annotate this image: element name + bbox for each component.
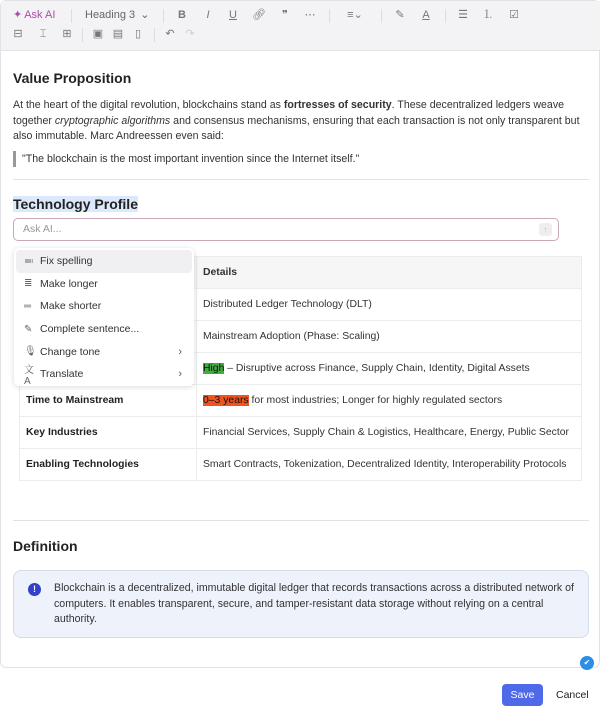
divider bbox=[13, 520, 589, 521]
section-heading: Definition bbox=[13, 538, 78, 554]
link-icon[interactable]: 🔗︎ bbox=[252, 9, 266, 21]
bold-icon[interactable]: B bbox=[178, 9, 186, 21]
menu-item-make-shorter[interactable]: ═ Make shorter bbox=[24, 300, 102, 313]
table-row: Time to Mainstream 0–3 years for most industries; Longer for highly regulated sectors bbox=[20, 385, 582, 417]
microphone-icon: 🎙︎ bbox=[24, 346, 37, 358]
divider bbox=[154, 28, 155, 42]
redo-icon[interactable]: ↷ bbox=[185, 28, 195, 40]
toolbar bbox=[1, 1, 600, 51]
italic-icon[interactable]: I bbox=[206, 9, 210, 21]
cancel-button[interactable]: Cancel bbox=[556, 689, 589, 701]
horizontal-rule-icon[interactable]: ⊟ bbox=[13, 28, 23, 40]
info-icon: ! bbox=[28, 583, 41, 596]
text-short-icon: ═ bbox=[24, 300, 32, 312]
underline-icon[interactable]: U bbox=[229, 9, 237, 21]
more-icon[interactable]: ⋯ bbox=[304, 9, 316, 21]
menu-item-translate[interactable]: 文A Translate › bbox=[16, 363, 192, 386]
section-heading: Value Proposition bbox=[13, 70, 132, 86]
checkmark-icon[interactable]: ✔ bbox=[580, 656, 594, 670]
heading-select[interactable]: Heading 3 ⌄ bbox=[85, 8, 150, 21]
numbered-list-icon[interactable]: ⒈ bbox=[482, 9, 494, 21]
blockquote: "The blockchain is the most important invention since the Internet itself." bbox=[13, 151, 359, 167]
text-color-icon[interactable]: A bbox=[422, 9, 430, 21]
image-icon[interactable]: ▣ bbox=[92, 28, 104, 40]
sparkle-icon: ✦ bbox=[13, 9, 23, 21]
chevron-right-icon: › bbox=[178, 368, 182, 381]
chevron-down-icon: ⌄ bbox=[137, 9, 150, 21]
divider bbox=[71, 9, 72, 23]
pencil-icon: ✎ bbox=[24, 323, 33, 335]
table-header-row: Details bbox=[20, 257, 582, 289]
page-break-icon[interactable]: ⌶ bbox=[39, 28, 47, 40]
send-arrow-icon[interactable]: ↑ bbox=[539, 223, 552, 236]
bullet-list-icon[interactable]: ☰ bbox=[458, 9, 468, 21]
highlight-icon[interactable]: ✎ bbox=[395, 9, 405, 21]
divider bbox=[163, 9, 164, 23]
file-icon[interactable]: ▯ bbox=[134, 28, 142, 40]
divider bbox=[13, 179, 589, 180]
text-long-icon: ≣ bbox=[24, 278, 33, 290]
divider bbox=[445, 9, 446, 23]
translate-icon: 文A bbox=[24, 365, 34, 388]
section-heading: Technology Profile bbox=[13, 196, 138, 212]
chevron-right-icon: › bbox=[178, 345, 182, 358]
table-row: Distributed Ledger Technology (DLT) bbox=[20, 289, 582, 321]
info-callout: ! Blockchain is a decentralized, immutable digital ledger that records transactions across a distributed network of computers. It enables transparent, secure, and tamper-resistant data storage without relying on a central authority. bbox=[13, 570, 589, 638]
table-row: Enabling Technologies Smart Contracts, Tokenization, Decentralized Identity, Interoperability Protocols bbox=[20, 449, 582, 481]
undo-icon[interactable]: ↶ bbox=[165, 28, 175, 40]
table-row: Mainstream Adoption (Phase: Scaling) bbox=[20, 321, 582, 353]
align-icon[interactable]: ≡⌄ bbox=[347, 9, 363, 21]
table-icon[interactable]: ⊞ bbox=[62, 28, 72, 40]
save-button[interactable]: Save bbox=[502, 684, 543, 706]
ask-ai-button[interactable]: ✦ Ask AI bbox=[13, 8, 56, 21]
spellcheck-icon: ≕ bbox=[24, 255, 34, 267]
divider bbox=[82, 28, 83, 42]
divider bbox=[381, 9, 382, 23]
ask-ai-input[interactable]: Ask AI... ↑ bbox=[13, 218, 559, 241]
video-icon[interactable]: ▤ bbox=[112, 28, 124, 40]
menu-item-make-longer[interactable]: ≣ Make longer bbox=[24, 277, 98, 290]
task-list-icon[interactable]: ☑ bbox=[509, 9, 519, 21]
divider bbox=[329, 9, 330, 23]
table-row: High – Disruptive across Finance, Supply Chain, Identity, Digital Assets bbox=[20, 353, 582, 385]
ai-actions-menu bbox=[14, 248, 194, 386]
quote-icon[interactable]: ❞ bbox=[282, 9, 288, 21]
table-row: Key Industries Financial Services, Supply Chain & Logistics, Healthcare, Energy, Public Sector bbox=[20, 417, 582, 449]
paragraph: At the heart of the digital revolution, blockchains stand as fortresses of security. These decentralized ledgers weave together cryptographic algorithms and consensus mechanisms, ensuring that each transaction is not only transparent but also immutable. Marc Andreessen even said: bbox=[13, 99, 580, 142]
menu-item-change-tone[interactable]: 🎙︎ Change tone › bbox=[24, 345, 182, 358]
menu-item-fix-spelling[interactable]: ≕ Fix spelling bbox=[16, 250, 192, 273]
menu-item-complete-sentence[interactable]: ✎ Complete sentence... bbox=[24, 323, 140, 336]
